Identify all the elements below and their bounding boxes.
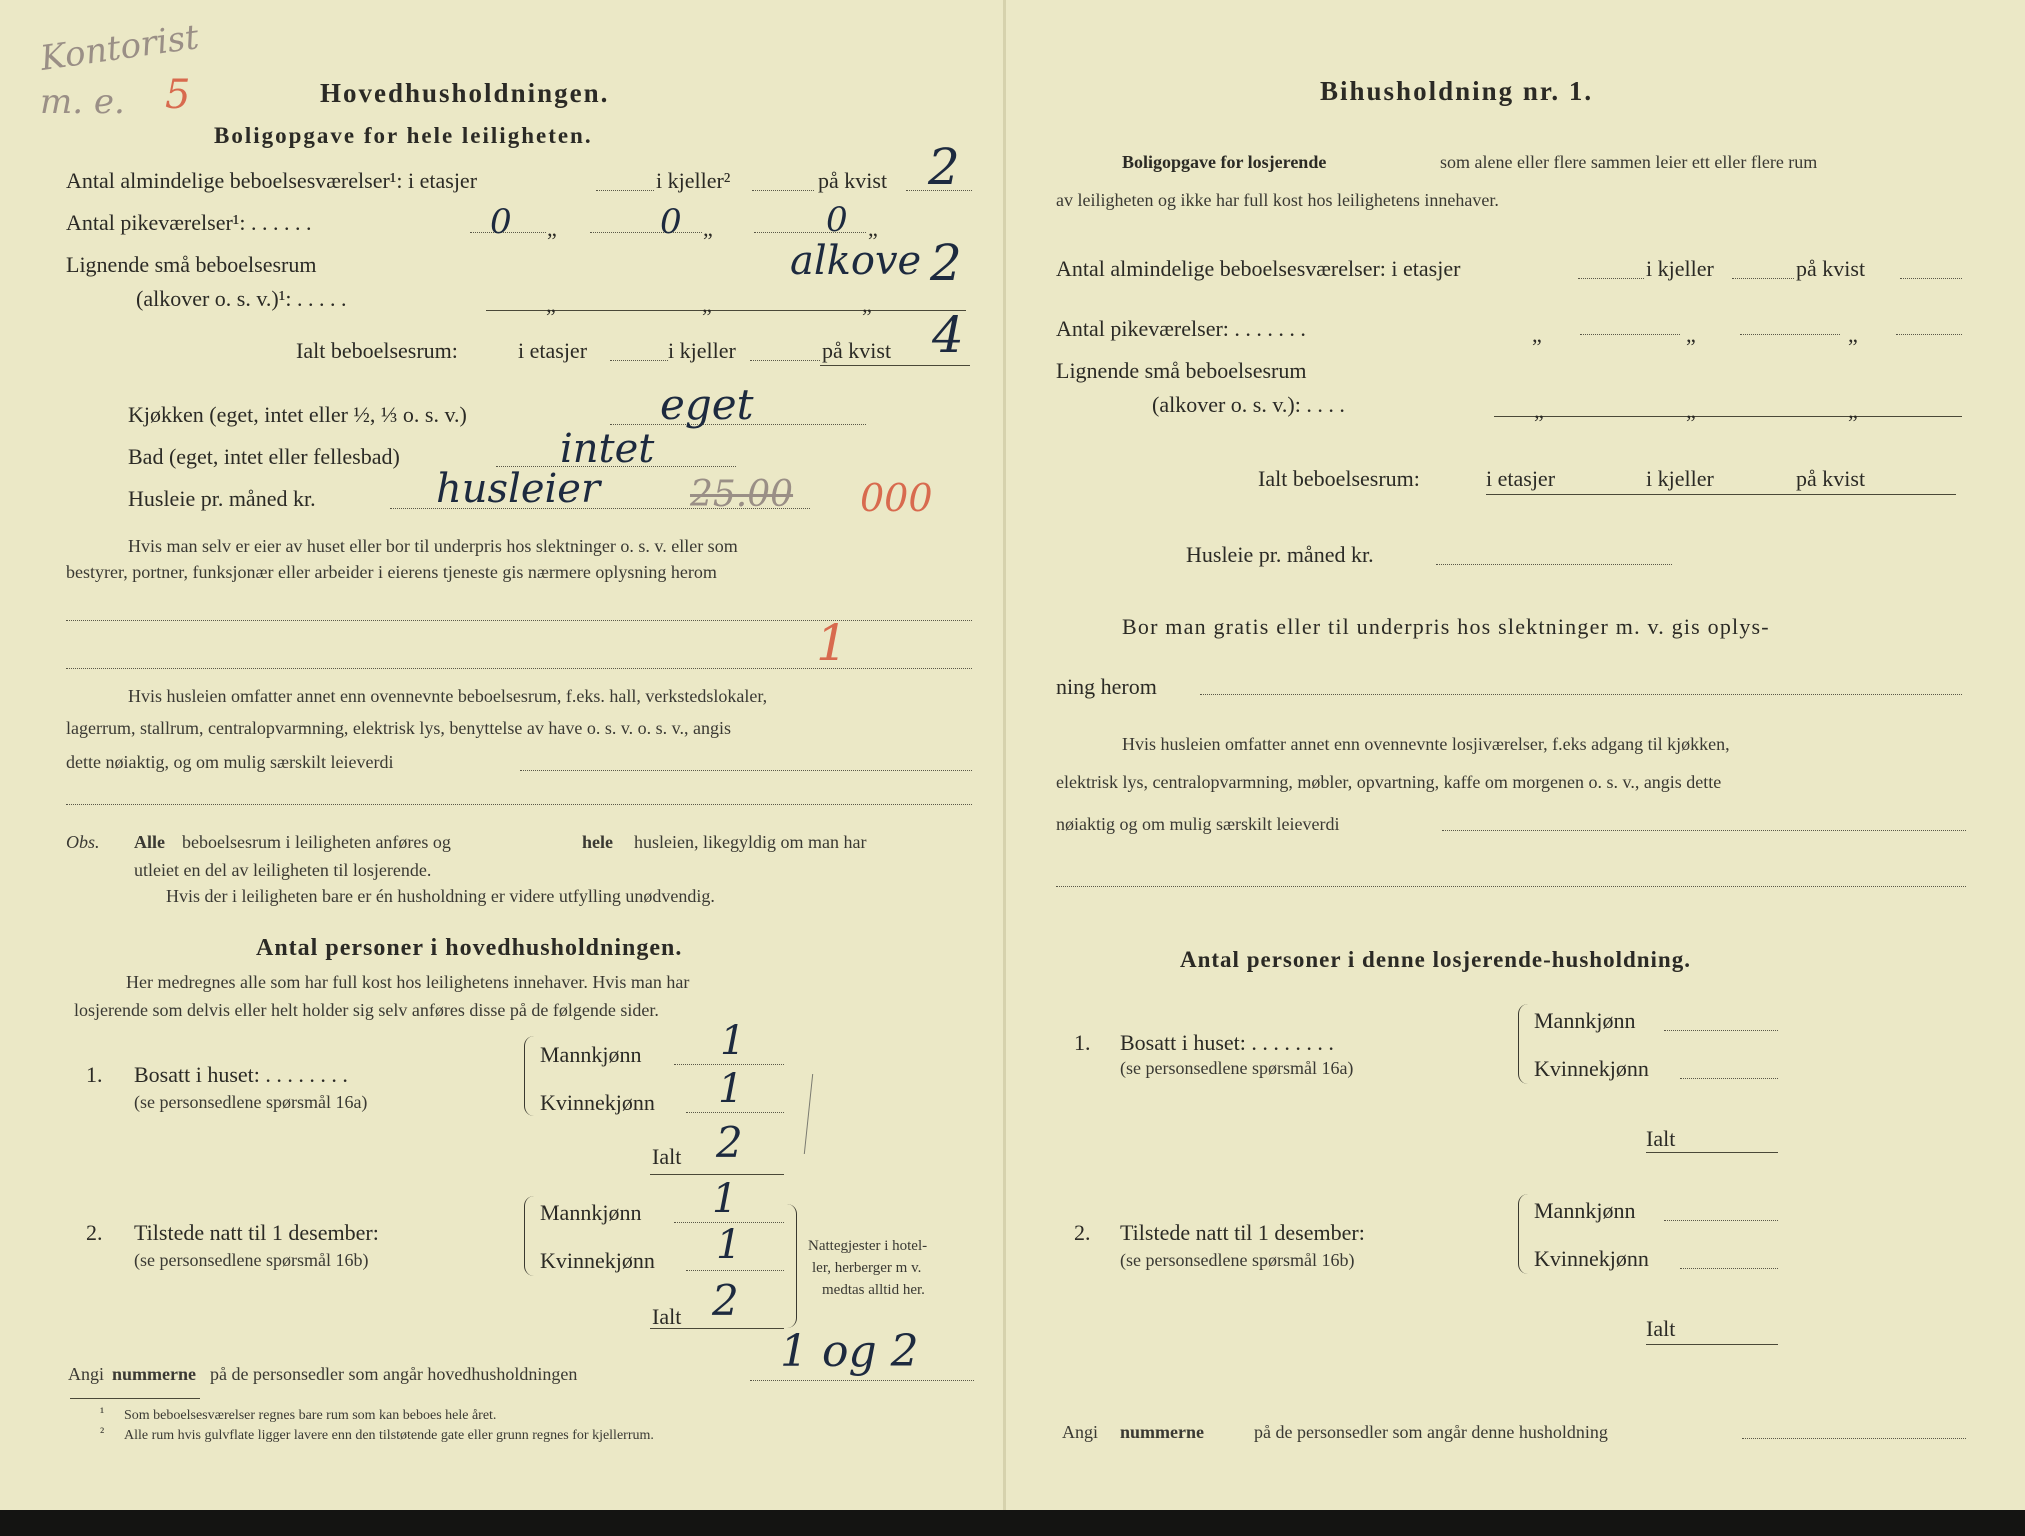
left-q1-number: 1. bbox=[86, 1062, 103, 1087]
right-total-kvist-label: på kvist bbox=[1796, 466, 1866, 491]
ditto-mark: „ bbox=[547, 216, 557, 241]
right-q2-female-label: Kvinnekjønn bbox=[1534, 1246, 1649, 1271]
left-extra-para-2: lagerrum, stallrum, centralopvarmning, elektrisk lys, benyttelse av have o. s. v. o. s. v., angis bbox=[66, 718, 732, 738]
right-angi-pre: Angi bbox=[1062, 1422, 1098, 1442]
right-q1-total-label: Ialt bbox=[1646, 1126, 1676, 1151]
left-persons-title: Antal personer i hovedhusholdningen. bbox=[256, 935, 683, 961]
left-extra-line-1 bbox=[520, 770, 972, 771]
right-extra-para-2: elektrisk lys, centralopvarmning, møbler, opvartning, kaffe om morgenen o. s. v., angis dette bbox=[1056, 772, 1722, 792]
left-kitchen-value: eget bbox=[660, 380, 754, 429]
right-q1-male-line bbox=[1664, 1030, 1778, 1031]
left-q2-female-value: 1 bbox=[716, 1222, 742, 1268]
right-angi-line bbox=[1742, 1438, 1966, 1439]
right-q2-total-label: Ialt bbox=[1646, 1316, 1676, 1341]
right-rooms-label: Antal almindelige beboelsesværelser: i etasjer bbox=[1056, 256, 1461, 281]
right-total-underline bbox=[1486, 494, 1956, 495]
left-q2-number: 2. bbox=[86, 1220, 103, 1245]
left-bath-label: Bad (eget, intet eller fellesbad) bbox=[128, 444, 400, 469]
left-extra-para-1: Hvis husleien omfatter annet enn ovennevnte beboelsesrum, f.eks. hall, verkstedslokaler, bbox=[128, 686, 768, 706]
left-total-kjeller-label: i kjeller bbox=[668, 338, 736, 363]
right-rooms-kvist-label: på kvist bbox=[1796, 256, 1866, 281]
right-intro-line-2: av leiligheten og ikke har full kost hos leilighetens innehaver. bbox=[1056, 190, 1499, 210]
left-angi-post: på de personsedler som angår hovedhusholdningen bbox=[210, 1364, 578, 1384]
left-subtitle: Boligopgave for hele leiligheten. bbox=[214, 123, 593, 148]
footnote-1-num: ¹ bbox=[100, 1406, 105, 1421]
left-obs-text-1: beboelsesrum i leiligheten anføres og bbox=[182, 832, 451, 852]
left-rooms-kvist-value: 2 bbox=[928, 138, 960, 196]
left-alcove-label: (alkover o. s. v.)¹: . . . . . bbox=[136, 286, 347, 311]
scan-bottom-edge bbox=[0, 1510, 2025, 1536]
right-q1-brace bbox=[1518, 1004, 1529, 1084]
left-bath-value: intet bbox=[560, 426, 655, 472]
left-q1-female-value: 1 bbox=[718, 1066, 744, 1112]
left-rooms-kjeller-label: i kjeller² bbox=[656, 168, 731, 193]
left-title: Hovedhusholdningen. bbox=[320, 78, 610, 108]
left-q2-total-label: Ialt bbox=[652, 1304, 682, 1329]
footnote-1: Som beboelsesværelser regnes bare rum som kan beboes hele året. bbox=[124, 1408, 497, 1423]
ditto-mark: „ bbox=[546, 292, 556, 317]
right-rooms-kjeller-label: i kjeller bbox=[1646, 256, 1714, 281]
right-maid-rooms-label: Antal pikeværelser: . . . . . . . bbox=[1056, 316, 1306, 341]
left-alcove-value: 2 bbox=[930, 234, 962, 292]
right-q2-label: Tilstede natt til 1 desember: bbox=[1120, 1220, 1365, 1245]
left-alcove-note: alkove bbox=[790, 238, 922, 284]
left-obs-alle: Alle bbox=[134, 832, 165, 852]
right-intro-rest: som alene eller flere sammen leier ett eller flere rum bbox=[1440, 152, 1818, 172]
left-maid-rooms-label: Antal pikeværelser¹: . . . . . . bbox=[66, 210, 312, 235]
left-q1-male-value: 1 bbox=[720, 1018, 746, 1064]
right-q2-sub: (se personsedlene spørsmål 16b) bbox=[1120, 1250, 1355, 1270]
right-q1-female-line bbox=[1680, 1078, 1778, 1079]
left-q1-male-label: Mannkjønn bbox=[540, 1042, 642, 1067]
right-free-para-1: Bor man gratis eller til underpris hos slektninger m. v. gis oplys- bbox=[1122, 614, 1770, 639]
left-total-etasjer-label: i etasjer bbox=[518, 338, 588, 363]
left-maid-kvist-value: 0 bbox=[826, 200, 848, 240]
right-q2-male-label: Mannkjønn bbox=[1534, 1198, 1636, 1223]
ditto-mark: „ bbox=[1848, 322, 1858, 347]
right-free-line bbox=[1200, 694, 1962, 695]
left-maid-kvist-line bbox=[754, 232, 866, 233]
left-q2-sub: (se personsedlene spørsmål 16b) bbox=[134, 1250, 369, 1270]
left-rooms-etasjer-line bbox=[596, 190, 654, 191]
right-q1-label: Bosatt i huset: . . . . . . . . bbox=[1120, 1030, 1334, 1055]
left-small-rooms-label: Lignende små beboelsesrum bbox=[66, 252, 317, 277]
left-rent-value: husleier bbox=[436, 466, 601, 512]
ditto-mark: „ bbox=[1686, 398, 1696, 423]
left-q2-note-2: ler, herberger m v. bbox=[812, 1260, 922, 1276]
page-fold bbox=[1003, 0, 1006, 1536]
left-obs-line-3: Hvis der i leiligheten bare er én husholdning er videre utfylling unødvendig. bbox=[166, 886, 715, 906]
right-persons-title: Antal personer i denne losjerende-husholdning. bbox=[1180, 947, 1691, 972]
footnote-rule bbox=[70, 1398, 200, 1399]
left-total-etasjer-line bbox=[610, 360, 668, 361]
margin-note-me: m. e. bbox=[40, 82, 125, 122]
left-q2-male-label: Mannkjønn bbox=[540, 1200, 642, 1225]
right-q1-sub: (se personsedlene spørsmål 16a) bbox=[1120, 1058, 1354, 1078]
right-extra-line-1 bbox=[1442, 830, 1966, 831]
right-rent-line bbox=[1436, 564, 1672, 565]
margin-note-red-number: 5 bbox=[165, 72, 191, 118]
right-extra-para-1: Hvis husleien omfatter annet enn ovennevnte losjiværelser, f.eks adgang til kjøkken, bbox=[1122, 734, 1730, 754]
right-maid-line-2 bbox=[1740, 334, 1840, 335]
check-mark bbox=[796, 1074, 813, 1154]
left-q2-note-1: Nattegjester i hotel- bbox=[808, 1238, 928, 1254]
right-extra-line-2 bbox=[1056, 886, 1966, 887]
right-total-etasjer-label: i etasjer bbox=[1486, 466, 1556, 491]
right-q1-male-label: Mannkjønn bbox=[1534, 1008, 1636, 1033]
right-q1-female-label: Kvinnekjønn bbox=[1534, 1056, 1649, 1081]
left-q2-male-value: 1 bbox=[712, 1176, 738, 1222]
right-q1-total-line bbox=[1646, 1152, 1778, 1153]
right-total-kjeller-label: i kjeller bbox=[1646, 466, 1714, 491]
left-rent-label: Husleie pr. måned kr. bbox=[128, 486, 316, 511]
left-red-mark: 1 bbox=[816, 614, 848, 672]
ditto-mark: „ bbox=[703, 216, 713, 241]
left-maid-kjeller-line bbox=[590, 232, 702, 233]
left-total-kvist-value: 4 bbox=[932, 306, 964, 364]
left-maid-etasjer-value: 0 bbox=[490, 202, 512, 242]
right-rent-label: Husleie pr. måned kr. bbox=[1186, 542, 1374, 567]
left-rent-red-value: 000 bbox=[860, 476, 933, 520]
left-obs-line-2: utleiet en del av leiligheten til losjerende. bbox=[134, 860, 432, 880]
left-maid-kjeller-value: 0 bbox=[660, 202, 682, 242]
left-obs-text-2: husleien, likegyldig om man har bbox=[634, 832, 867, 852]
right-extra-para-3: nøiaktig og om mulig særskilt leieverdi bbox=[1056, 814, 1340, 834]
margin-note-occupation: Kontorist bbox=[37, 17, 202, 79]
ditto-mark: „ bbox=[862, 292, 872, 317]
right-alcove-label: (alkover o. s. v.): . . . . bbox=[1152, 392, 1345, 417]
left-q1-total-value: 2 bbox=[716, 1118, 743, 1167]
ditto-mark: „ bbox=[868, 216, 878, 241]
footnote-2: Alle rum hvis gulvflate ligger lavere enn den tilstøtende gate eller grunn regnes for kjellerrum. bbox=[124, 1428, 654, 1443]
left-total-kjeller-line bbox=[750, 360, 820, 361]
right-q2-total-line bbox=[1646, 1344, 1778, 1345]
left-angi-value: 1 og 2 bbox=[780, 1326, 919, 1377]
left-extra-line-2 bbox=[66, 804, 972, 805]
left-rent-struck-value: 25.00 bbox=[690, 474, 794, 515]
left-owner-para-2: bestyrer, portner, funksjonær eller arbeider i eierens tjeneste gis nærmere oplysning herom bbox=[66, 562, 717, 582]
left-rooms-kjeller-line bbox=[752, 190, 814, 191]
left-kitchen-label: Kjøkken (eget, intet eller ½, ⅓ o. s. v.) bbox=[128, 402, 467, 427]
right-free-para-2: ning herom bbox=[1056, 674, 1157, 699]
left-persons-intro-1: Her medregnes alle som har full kost hos leilighetens innehaver. Hvis man har bbox=[126, 972, 690, 992]
footnote-2-num: ² bbox=[100, 1426, 105, 1441]
left-q1-female-label: Kvinnekjønn bbox=[540, 1090, 655, 1115]
left-persons-intro-2: losjerende som delvis eller helt holder sig selv anføres disse på de følgende sider. bbox=[74, 1000, 659, 1020]
right-q1-number: 1. bbox=[1074, 1030, 1091, 1055]
ditto-mark: „ bbox=[702, 292, 712, 317]
right-q2-female-line bbox=[1680, 1268, 1778, 1269]
right-rooms-etasjer-line bbox=[1578, 278, 1644, 279]
left-q1-total-line bbox=[650, 1174, 784, 1175]
right-alcove-line bbox=[1494, 416, 1962, 417]
right-intro-bold: Boligopgave for losjerende bbox=[1122, 152, 1327, 172]
right-maid-line-1 bbox=[1580, 334, 1680, 335]
left-total-underline bbox=[820, 365, 970, 366]
right-q2-brace bbox=[1518, 1194, 1529, 1274]
left-q2-female-line bbox=[686, 1270, 784, 1271]
left-q1-sub: (se personsedlene spørsmål 16a) bbox=[134, 1092, 368, 1112]
left-rooms-label: Antal almindelige beboelsesværelser¹: i etasjer bbox=[66, 168, 478, 193]
left-q2-total-value: 2 bbox=[712, 1276, 739, 1325]
left-total-kvist-label: på kvist bbox=[822, 338, 892, 363]
left-alcove-line bbox=[486, 310, 966, 311]
left-q2-note-brace bbox=[786, 1204, 797, 1328]
right-maid-line-3 bbox=[1896, 334, 1962, 335]
ditto-mark: „ bbox=[1686, 322, 1696, 347]
right-total-rooms-label: Ialt beboelsesrum: bbox=[1258, 466, 1420, 491]
left-angi-line bbox=[750, 1380, 974, 1381]
left-q2-label: Tilstede natt til 1 desember: bbox=[134, 1220, 379, 1245]
left-extra-para-3: dette nøiaktig, og om mulig særskilt leieverdi bbox=[66, 752, 394, 772]
ditto-mark: „ bbox=[1534, 398, 1544, 423]
right-angi-post: på de personsedler som angår denne husholdning bbox=[1254, 1422, 1608, 1442]
left-rooms-kvist-label: på kvist bbox=[818, 168, 888, 193]
left-q1-female-line bbox=[686, 1112, 784, 1113]
left-angi-bold: nummerne bbox=[112, 1364, 196, 1384]
left-q2-note-3: medtas alltid her. bbox=[822, 1282, 925, 1298]
left-q2-total-line bbox=[650, 1328, 784, 1329]
right-q2-male-line bbox=[1664, 1220, 1778, 1221]
left-q1-brace bbox=[524, 1036, 535, 1116]
right-small-rooms-label: Lignende små beboelsesrum bbox=[1056, 358, 1307, 383]
right-rooms-kvist-line bbox=[1900, 278, 1962, 279]
left-angi-pre: Angi bbox=[68, 1364, 104, 1384]
right-rooms-kjeller-line bbox=[1732, 278, 1794, 279]
right-angi-bold: nummerne bbox=[1120, 1422, 1204, 1442]
left-q2-brace bbox=[524, 1196, 535, 1276]
left-obs-hele: hele bbox=[582, 832, 613, 852]
left-total-rooms-label: Ialt beboelsesrum: bbox=[296, 338, 458, 363]
left-q1-total-label: Ialt bbox=[652, 1144, 682, 1169]
ditto-mark: „ bbox=[1848, 398, 1858, 423]
left-q1-male-line bbox=[674, 1064, 784, 1065]
left-obs-prefix: Obs. bbox=[66, 832, 100, 852]
right-q2-number: 2. bbox=[1074, 1220, 1091, 1245]
right-title: Bihusholdning nr. 1. bbox=[1320, 76, 1594, 106]
left-q2-female-label: Kvinnekjønn bbox=[540, 1248, 655, 1273]
left-q1-label: Bosatt i huset: . . . . . . . . bbox=[134, 1062, 348, 1087]
left-owner-para-1: Hvis man selv er eier av huset eller bor til underpris hos slektninger o. s. v. eller som bbox=[128, 536, 738, 556]
ditto-mark: „ bbox=[1532, 322, 1542, 347]
